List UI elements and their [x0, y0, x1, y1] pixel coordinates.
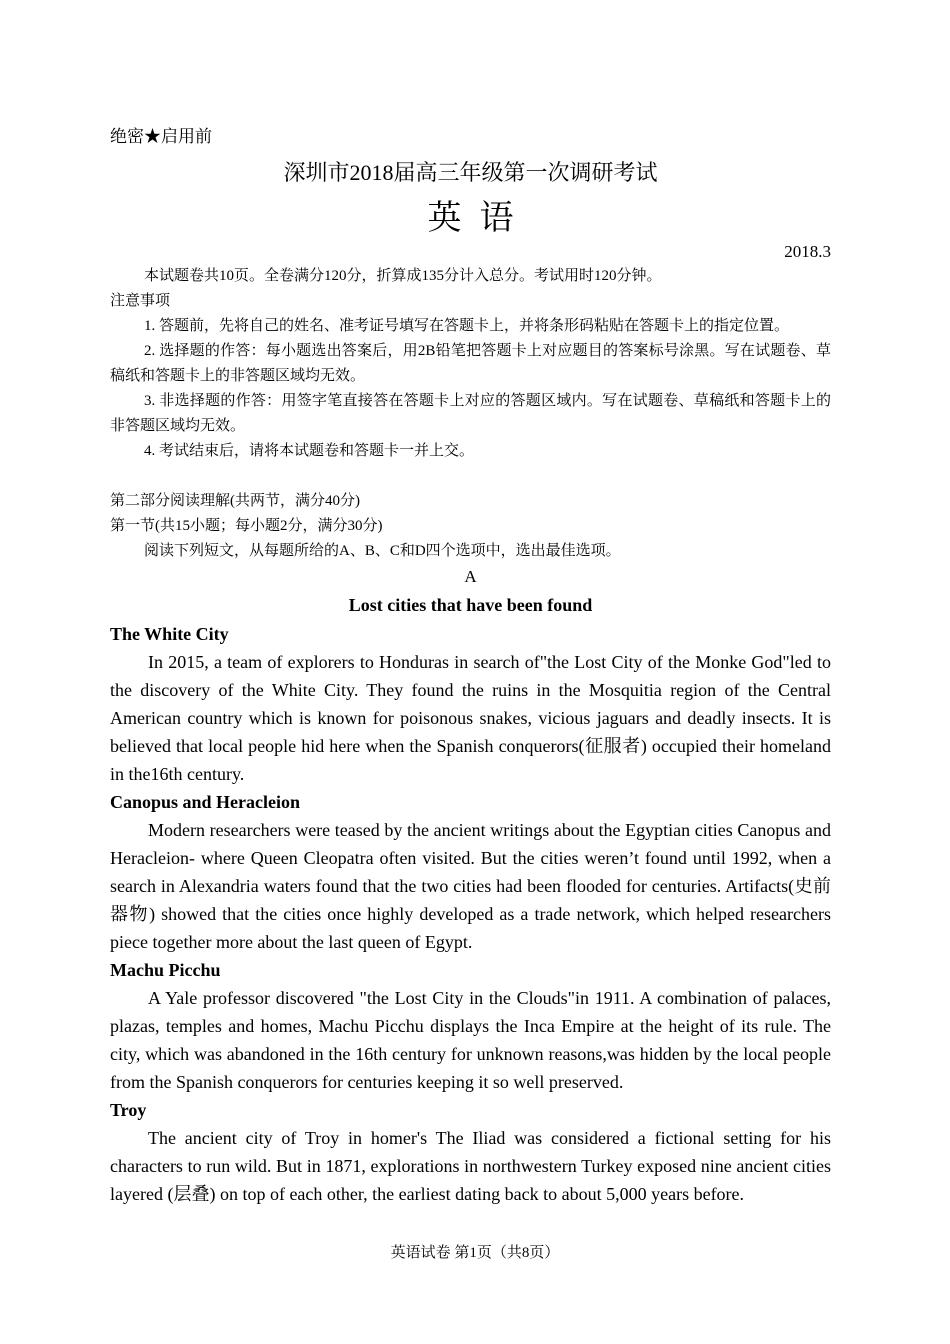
part-title: 第二部分阅读理解(共两节，满分40分)	[110, 493, 360, 509]
section-paragraph: Modern researchers were teased by the ancient writings about the Egyptian cities Canopus and Heracleion- where Queen Cleopatra often visited. But the cities weren’t found until 1992, when a search in Alexandria waters found that the two cities had been flooded for centuries. Artifacts(史前器物) showed that the cities once highly developed as a trade network, which helped researchers piece together more about the last queen of Egypt.	[110, 820, 831, 952]
page-content	[110, 124, 831, 1208]
notice-title: 注意事项	[110, 293, 171, 309]
notice-item: 3. 非选择题的作答：用签字笔直接答在答题卡上对应的答题区域内。写在试题卷、草稿纸和答题卡上的非答题区域均无效。	[110, 393, 831, 434]
notice-item: 2. 选择题的作答：每小题选出答案后，用2B铅笔把答题卡上对应题目的答案标号涂黑。写在试题卷、草稿纸和答题卡上的非答题区域均无效。	[110, 343, 831, 384]
section-paragraph: A Yale professor discovered "the Lost City in the Clouds"in 1911. A combination of palaces, plazas, temples and homes, Machu Picchu displays the Inca Empire at the height of its rule. The city, which was abandoned in the 16th century for unknown reasons,was hidden by the local people from the Spanish conquerors for centuries keeping it so well preserved.	[110, 988, 831, 1092]
spacer	[110, 464, 831, 489]
section-paragraph: The ancient city of Troy in homer's The Iliad was considered a fictional setting for his characters to run wild. But in 1871, explorations in northwestern Turkey exposed nine ancient cities layered (层叠) on top of each other, the earliest dating back to about 5,000 years before.	[110, 1128, 831, 1204]
section-heading: Canopus and Heracleion	[110, 792, 301, 812]
section-heading: Troy	[110, 1100, 147, 1120]
notice-item: 1. 答题前，先将自己的姓名、准考证号填写在答题卡上，并将条形码粘贴在答题卡上的指定位置。	[144, 318, 790, 334]
subject-title: 英语	[427, 200, 532, 237]
passage-title: Lost cities that have been found	[348, 595, 593, 615]
section-paragraph: In 2015, a team of explorers to Honduras in search of"the Lost City of the Monke God"led to the discovery of the White City. They found the ruins in the Mosquitia region of the Central American country which is known for poisonous snakes, vicious jaguars and deadly insects. It is believed that local people hid here when the Spanish conquerors(征服者) occupied their homeland in the16th century.	[110, 652, 831, 784]
exam-date: 2018.3	[784, 242, 831, 261]
reading-direction: 阅读下列短文，从每题所给的A、B、C和D四个选项中，选出最佳选项。	[144, 543, 621, 559]
exam-title: 深圳市2018届高三年级第一次调研考试	[283, 160, 658, 185]
section-title: 第一节(共15小题；每小题2分，满分30分)	[110, 518, 383, 534]
passage-letter: A	[464, 567, 477, 586]
exam-intro: 本试题卷共10页。全卷满分120分，折算成135分计入总分。考试用时120分钟。	[144, 268, 662, 284]
page-footer: 英语试卷 第1页（共8页）	[390, 1245, 560, 1261]
confidential-label: 绝密★启用前	[110, 127, 212, 146]
section-heading: The White City	[110, 624, 229, 644]
section-heading: Machu Picchu	[110, 960, 221, 980]
notice-item: 4. 考试结束后，请将本试题卷和答题卡一并上交。	[144, 443, 475, 459]
